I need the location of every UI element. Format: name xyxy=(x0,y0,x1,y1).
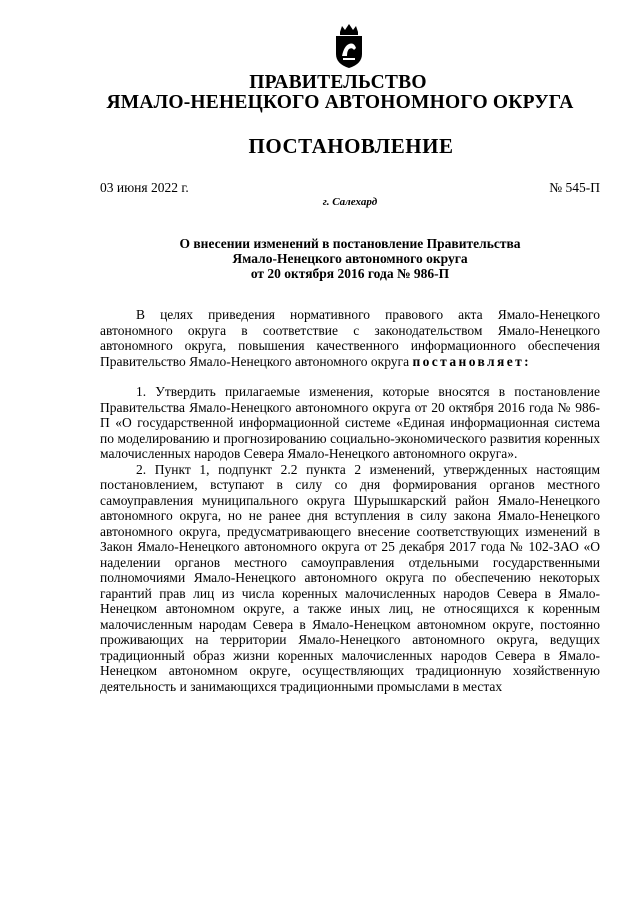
document-body xyxy=(100,307,600,694)
item-1-paragraph: 1. Утвердить прилагаемые изменения, которые вносятся в постановление Правительства Ямало-Ненецкого автономного округа от 20 октября 2016 года № 986-П «О государственной информационной системе «Единая информационная система по моделированию и прогнозированию социально-экономического развития коренных малочисленных народов Севера Ямало-Ненецкого автономного округа». xyxy=(100,384,600,461)
subject-line-3: от 20 октября 2016 года № 986-П xyxy=(250,266,450,281)
preamble-paragraph xyxy=(100,307,600,369)
document-date: 03 июня 2022 г. xyxy=(100,180,189,195)
preamble-text: В целях приведения нормативного правового акта Ямало-Ненецкого автономного округа в соответствие с законодательством Ямало-Ненецкого автономного округа, повышения качественного информационного обеспечения Правительство Ямало-Ненецкого автономного округа xyxy=(100,307,600,369)
subject-line-1: О внесении изменений в постановление Правительства xyxy=(179,236,521,251)
document-number: № 545-П xyxy=(549,180,600,195)
decree-word: постановляет: xyxy=(412,353,532,369)
document-type-heading: ПОСТАНОВЛЕНИЕ xyxy=(248,134,454,158)
coat-of-arms-emblem xyxy=(328,22,370,70)
government-title-line2: ЯМАЛО-НЕНЕЦКОГО АВТОНОМНОГО ОКРУГА xyxy=(106,92,574,113)
item-2-paragraph: 2. Пункт 1, подпункт 2.2 пункта 2 изменений, утвержденных настоящим постановлением, вступают в силу со дня формирования органов местного самоуправления муниципального округа Шурышкарский район Ямало-Ненецкого автономного округа, но не ранее дня вступления в силу закона Ямало-Ненецкого автономного округа, предусматривающего внесение соответствующих изменений в Закон Ямало-Ненецкого автономного округа от 25 декабря 2017 года № 102-ЗАО «О наделении органов местного самоуправления отдельными государственными полномочиями Ямало-Ненецкого автономного округа по обеспечению некоторых гарантий прав лиц из числа коренных малочисленных народов Севера в Ямало-Ненецком автономном округе, а также иных лиц, не относящихся к коренным малочисленным народам Севера в Ямало-Ненецком автономном округе, постоянно проживающих на территории Ямало-Ненецкого автономного округа, ведущих традиционный образ жизни коренных малочисленных народов Севера в Ямало-Ненецком автономном округе, осуществляющих традиционную хозяйственную деятельность и занимающихся традиционными промыслами в местах xyxy=(100,461,600,694)
document-subject xyxy=(100,236,600,281)
document-city: г. Салехард xyxy=(322,196,378,208)
subject-line-2: Ямало-Ненецкого автономного округа xyxy=(232,251,468,266)
government-title-line1: ПРАВИТЕЛЬСТВО xyxy=(249,72,427,93)
